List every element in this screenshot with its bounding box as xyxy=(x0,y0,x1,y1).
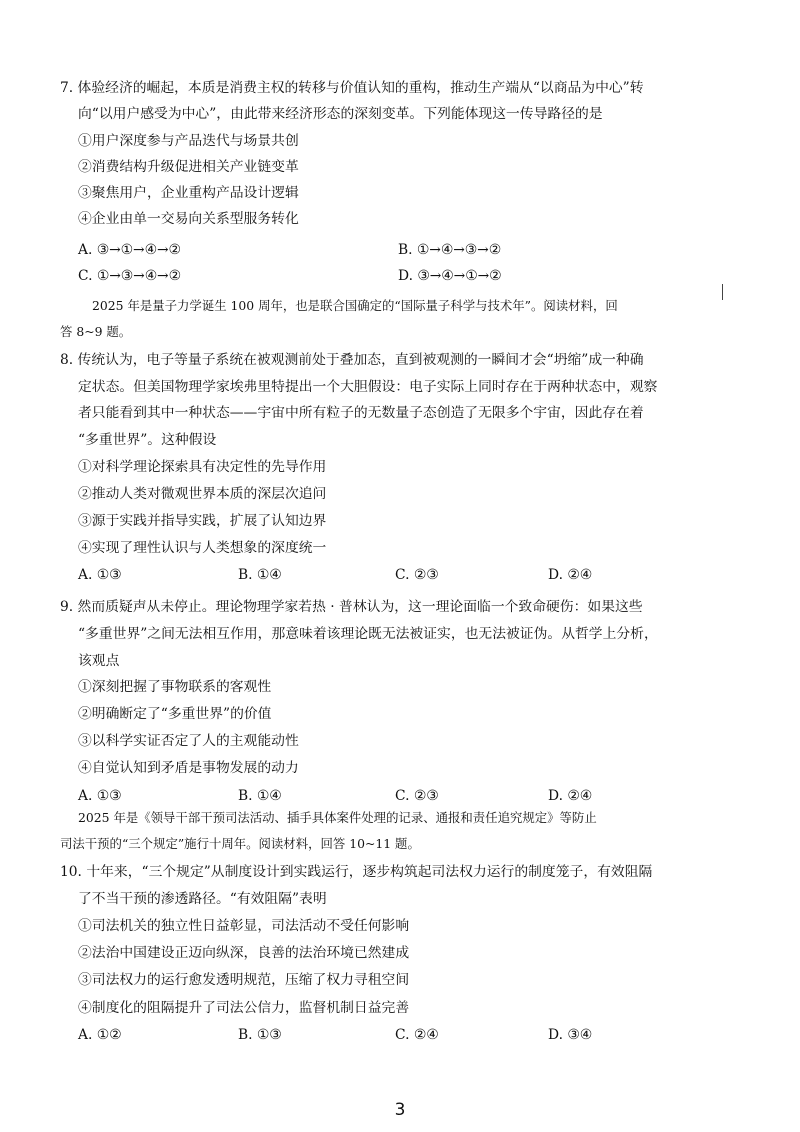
q8-stem-line-1: 8. 传统认为，电子等量子系统在被观测前处于叠加态，直到被观测的一瞬间才会“坍缩”成一种确 xyxy=(60,352,644,368)
q8-option-2: ②推动人类对微观世界本质的深层次追问 xyxy=(78,486,327,502)
q8-choice-a: A. ①③ xyxy=(78,567,122,583)
q9-stem-line-3: 该观点 xyxy=(78,653,120,669)
q10-choice-b: B. ①③ xyxy=(238,1027,282,1043)
q9-stem-line-1: 9. 然而质疑声从未停止。理论物理学家若热 · 普林认为，这一理论面临一个致命硬伤：如果这些 xyxy=(60,599,643,615)
scan-mark xyxy=(722,284,723,300)
q9-option-3: ③以科学实证否定了人的主观能动性 xyxy=(78,733,299,749)
q7-stem-line-1: 7. 体验经济的崛起，本质是消费主权的转移与价值认知的重构，推动生产端从“以商品为中心”转 xyxy=(60,80,644,96)
q7-choice-d: D. ③→④→①→② xyxy=(398,268,502,284)
q7-option-1: ①用户深度参与产品迭代与场景共创 xyxy=(78,133,299,149)
q8-stem-line-4: “多重世界”。这种假设 xyxy=(78,432,217,448)
q9-stem-line-2: “多重世界”之间无法相互作用，那意味着该理论既无法被证实，也无法被证伪。从哲学上分析， xyxy=(78,626,658,642)
intro-10-11-line-2: 司法干预的“三个规定”施行十周年。阅读材料，回答 10~11 题。 xyxy=(60,836,420,851)
page-number: 3 xyxy=(394,1100,406,1120)
q9-option-1: ①深刻把握了事物联系的客观性 xyxy=(78,679,272,695)
q9-option-2: ②明确断定了“多重世界”的价值 xyxy=(78,706,272,722)
q7-choice-a: A. ③→①→④→② xyxy=(78,242,181,258)
q10-choice-c: C. ②④ xyxy=(395,1027,439,1043)
q7-option-2: ②消费结构升级促进相关产业链变革 xyxy=(78,159,299,175)
q7-choice-c: C. ①→③→④→② xyxy=(78,268,181,284)
q8-stem-line-2: 定状态。但美国物理学家埃弗里特提出一个大胆假设：电子实际上同时存在于两种状态中，观察 xyxy=(78,379,658,395)
q10-stem-line-1: 10. 十年来，“三个规定”从制度设计到实践运行，逐步构筑起司法权力运行的制度笼子，有效阻隔 xyxy=(60,864,653,880)
q10-option-2: ②法治中国建设正迈向纵深，良善的法治环境已然建成 xyxy=(78,945,410,961)
q10-choice-d: D. ③④ xyxy=(548,1027,593,1043)
q9-choice-d: D. ②④ xyxy=(548,788,593,804)
q9-option-4: ④自觉认知到矛盾是事物发展的动力 xyxy=(78,760,299,776)
q8-choice-d: D. ②④ xyxy=(548,567,593,583)
intro-8-9-line-1: 2025 年是量子力学诞生 100 周年，也是联合国确定的“国际量子科学与技术年”。阅读材料，回 xyxy=(92,298,618,313)
q10-option-4: ④制度化的阻隔提升了司法公信力，监督机制日益完善 xyxy=(78,1000,410,1016)
q8-stem-line-3: 者只能看到其中一种状态——宇宙中所有粒子的无数量子态创造了无限多个宇宙，因此存在着 xyxy=(78,405,644,421)
q10-option-3: ③司法权力的运行愈发透明规范，压缩了权力寻租空间 xyxy=(78,972,410,988)
intro-8-9-line-2: 答 8~9 题。 xyxy=(60,324,132,339)
q9-choice-b: B. ①④ xyxy=(238,788,282,804)
q10-option-1: ①司法机关的独立性日益彰显，司法活动不受任何影响 xyxy=(78,918,410,934)
q9-choice-c: C. ②③ xyxy=(395,788,439,804)
q8-choice-b: B. ①④ xyxy=(238,567,282,583)
q8-option-3: ③源于实践并指导实践，扩展了认知边界 xyxy=(78,513,327,529)
q7-option-3: ③聚焦用户，企业重构产品设计逻辑 xyxy=(78,185,299,201)
q10-stem-line-2: 了不当干预的渗透路径。“有效阻隔”表明 xyxy=(78,891,327,907)
q7-option-4: ④企业由单一交易向关系型服务转化 xyxy=(78,211,299,227)
q8-choice-c: C. ②③ xyxy=(395,567,439,583)
intro-10-11-line-1: 2025 年是《领导干部干预司法活动、插手具体案件处理的记录、通报和责任追究规定》等防止 xyxy=(78,810,597,825)
q7-stem-line-2: 向“以用户感受为中心”，由此带来经济形态的深刻变革。下列能体现这一传导路径的是 xyxy=(78,106,603,122)
q10-choice-a: A. ①② xyxy=(78,1027,122,1043)
q9-choice-a: A. ①③ xyxy=(78,788,122,804)
q8-option-4: ④实现了理性认识与人类想象的深度统一 xyxy=(78,540,327,556)
q8-option-1: ①对科学理论探索具有决定性的先导作用 xyxy=(78,459,327,475)
q7-choice-b: B. ①→④→③→② xyxy=(398,242,502,258)
